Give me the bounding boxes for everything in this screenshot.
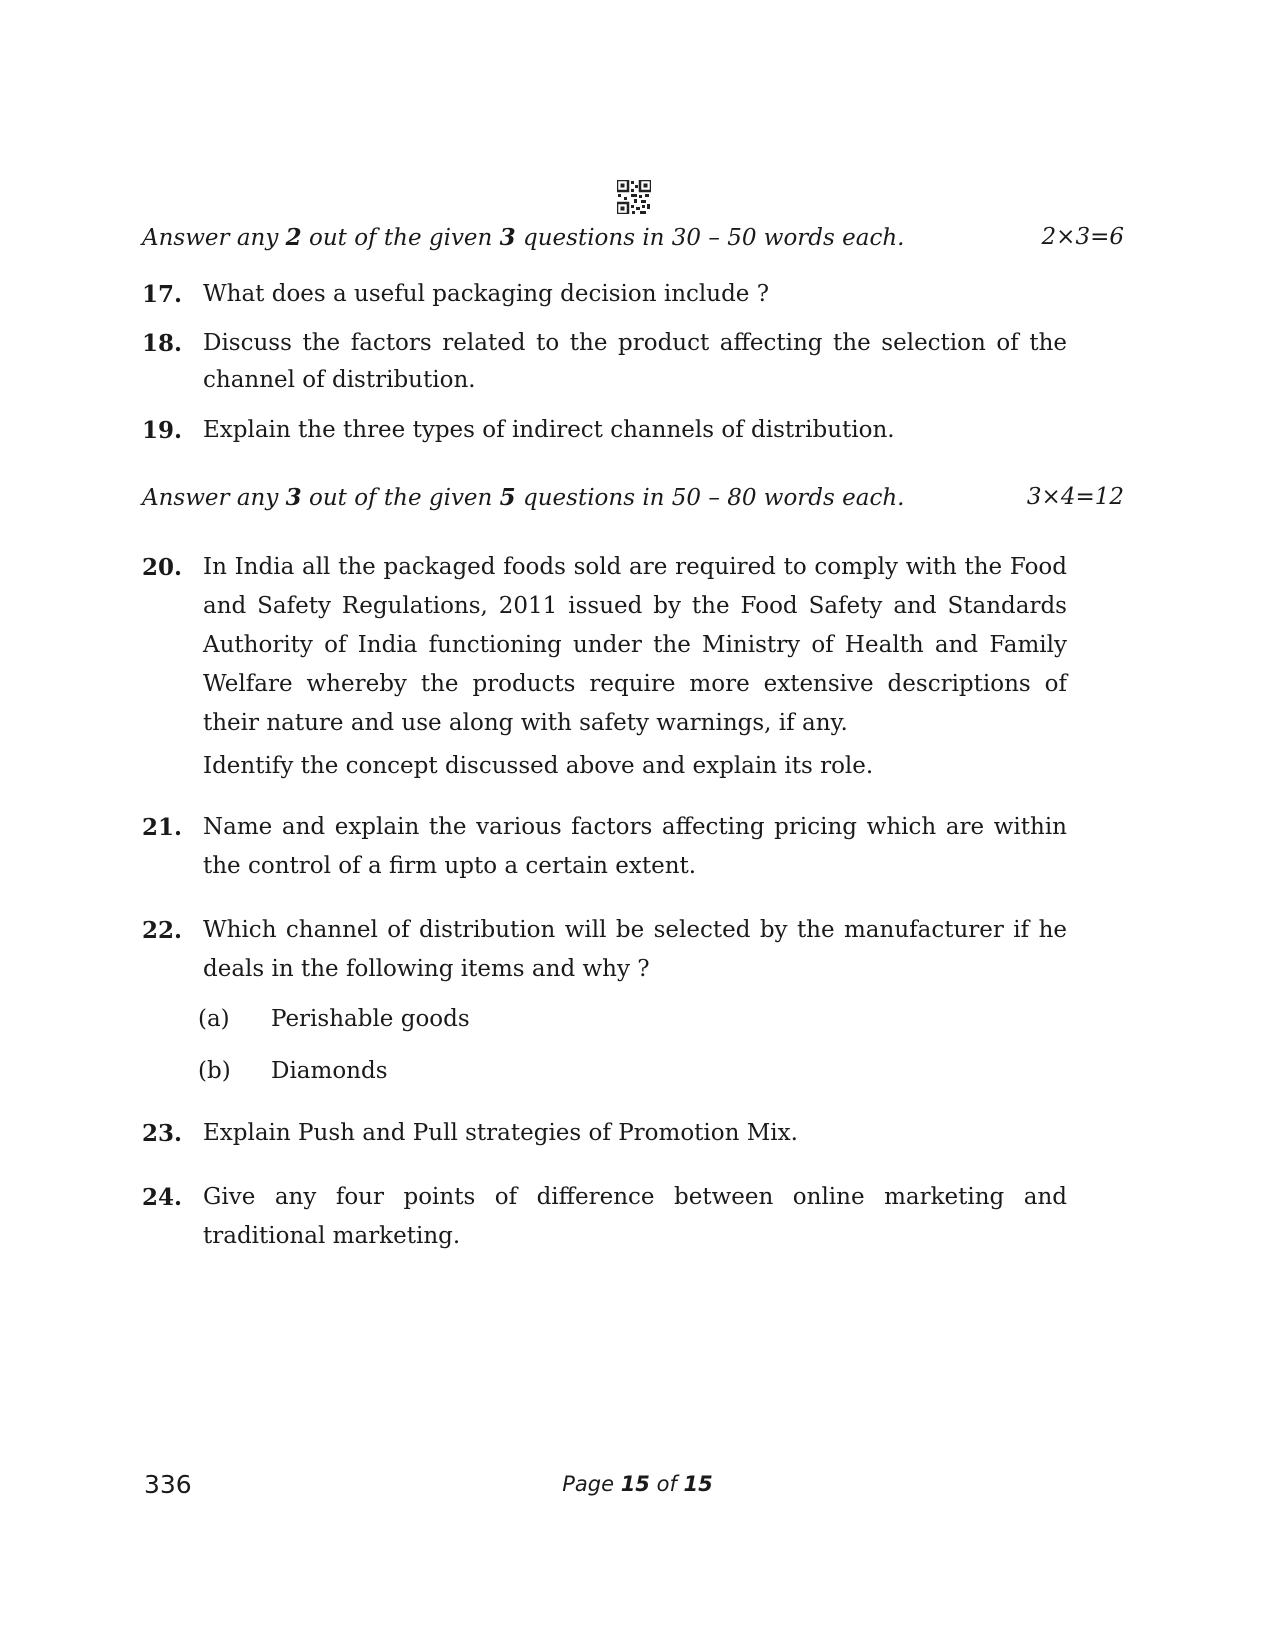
instruction-text: Answer any 3 out of the given 5 questions in 50 – 80 words each. xyxy=(142,484,905,511)
question-text: Give any four points of difference between online marketing and traditional marketing. xyxy=(203,1184,1067,1249)
question-subtext: Identify the concept discussed above and explain its role. xyxy=(203,753,874,779)
question-number: 19. xyxy=(142,417,183,444)
question-text: Name and explain the various factors affecting pricing which are within the control of a firm upto a certain extent. xyxy=(203,814,1067,879)
question-text: In India all the packaged foods sold are required to comply with the Food and Safety Regulations, 2011 issued by the Food Safety and Standards Authority of India functioning under the Ministry of Health and Family Welfare whereby the products require more extensive descriptions of their nature and use along with safety warnings, if any. xyxy=(203,554,1067,736)
question-number: 17. xyxy=(142,281,183,308)
marks-allocation: 3×4=12 xyxy=(1026,484,1124,510)
question-text: Explain the three types of indirect channels of distribution. xyxy=(203,417,895,443)
question-number: 20. xyxy=(142,554,183,581)
question-text: Explain Push and Pull strategies of Promotion Mix. xyxy=(203,1120,798,1146)
question-number: 18. xyxy=(142,330,183,357)
question-22 xyxy=(142,911,1067,989)
option-text: Diamonds xyxy=(271,1058,388,1084)
question-number: 23. xyxy=(142,1120,183,1147)
question-number: 21. xyxy=(142,814,183,841)
question-text: What does a useful packaging decision include ? xyxy=(203,281,770,307)
question-21 xyxy=(142,808,1067,886)
question-18 xyxy=(142,325,1067,399)
question-number: 24. xyxy=(142,1184,183,1211)
option-text: Perishable goods xyxy=(271,1006,470,1032)
paper-code: 336 xyxy=(144,1470,192,1499)
question-text: Which channel of distribution will be selected by the manufacturer if he deals in the following items and why ? xyxy=(203,917,1067,982)
option-label: (a) xyxy=(198,1006,230,1032)
question-24 xyxy=(142,1178,1067,1256)
page-number: Page 15 of 15 xyxy=(562,1472,713,1496)
question-text: Discuss the factors related to the product affecting the selection of the channel of distribution. xyxy=(203,330,1067,393)
qr-code-icon xyxy=(617,180,651,214)
question-19 xyxy=(142,411,1067,450)
marks-allocation: 2×3=6 xyxy=(1041,224,1124,250)
question-23 xyxy=(142,1114,1067,1153)
question-20 xyxy=(142,548,1067,786)
question-number: 22. xyxy=(142,917,183,944)
option-label: (b) xyxy=(198,1058,231,1084)
instruction-text: Answer any 2 out of the given 3 questions in 30 – 50 words each. xyxy=(142,224,905,251)
section-instruction-a xyxy=(142,224,1124,251)
question-17 xyxy=(142,275,1067,314)
section-instruction-b xyxy=(142,484,1124,511)
